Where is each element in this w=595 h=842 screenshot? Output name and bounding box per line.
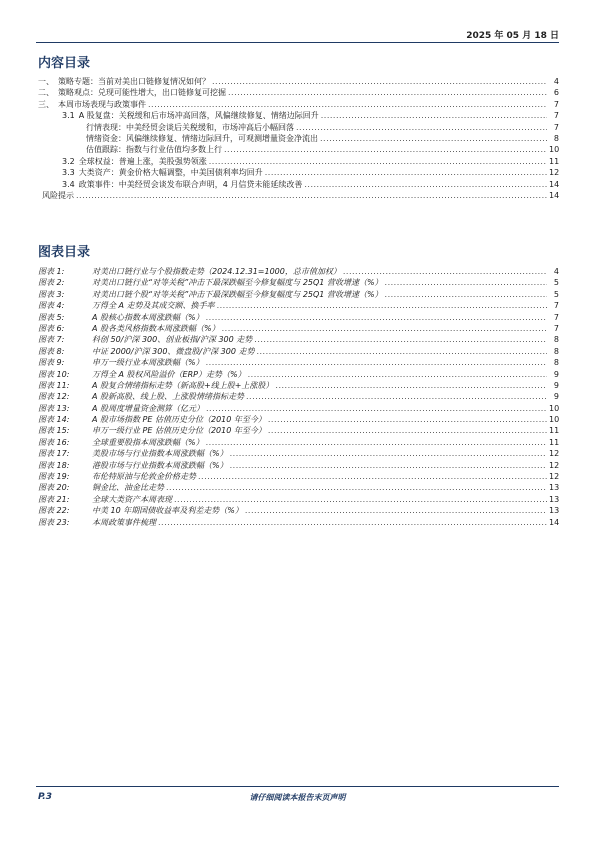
figure-entry[interactable]: [38, 448, 559, 459]
page-ref: 10: [549, 145, 560, 155]
figure-number: 图表 23:: [38, 517, 70, 527]
figure-number: 图表 3:: [38, 289, 65, 299]
section-title: 风险提示: [42, 190, 74, 200]
page-ref: 12: [549, 449, 560, 459]
page-ref: 7: [553, 99, 559, 109]
page-ref: 14: [549, 179, 560, 189]
page-ref: 8: [553, 133, 559, 143]
toc-entry[interactable]: [38, 122, 559, 133]
dot-leader: [245, 505, 547, 516]
figure-title: 中证 2000/沪深 300、微盘股/沪深 300 走势: [92, 346, 255, 356]
page-ref: 13: [549, 494, 560, 504]
figure-entry[interactable]: [38, 323, 559, 334]
section-title: 估值跟踪：指数与行业估值均多数上行: [86, 145, 222, 155]
figure-title: 万得全 A 股权风险溢价（ERP）走势（%）: [92, 369, 246, 379]
page-ref: 7: [553, 122, 559, 132]
figure-title: A 股周度增量资金测算（亿元）: [92, 403, 205, 413]
figure-title: 本周政策事件梳理: [92, 517, 156, 527]
page-ref: 11: [549, 437, 560, 447]
figure-entry[interactable]: [38, 505, 559, 516]
dot-leader: [206, 312, 547, 323]
figure-entry[interactable]: [38, 369, 559, 380]
figure-number: 图表 5:: [38, 312, 65, 322]
toc-list: [38, 76, 559, 201]
figure-title: 申万一级行业 PE 估值历史分位（2010 年至今）: [92, 426, 266, 436]
page-ref: 9: [553, 369, 559, 379]
figure-entry[interactable]: [38, 334, 559, 345]
dot-leader: [212, 76, 547, 87]
page-ref: 8: [553, 358, 559, 368]
dot-leader: [256, 346, 547, 357]
figure-entry[interactable]: [38, 357, 559, 368]
figure-entry[interactable]: [38, 482, 559, 493]
section-number: 3.2: [62, 156, 75, 166]
dot-leader: [206, 357, 547, 368]
toc-entry[interactable]: [38, 110, 559, 121]
figure-number: 图表 2:: [38, 278, 65, 288]
figure-number: 图表 15:: [38, 426, 70, 436]
section-title: 政策事件：中美经贸会谈发布联合声明，4 月信贷未能延续改善: [78, 179, 303, 189]
dot-leader: [296, 122, 547, 133]
figure-entry[interactable]: [38, 312, 559, 323]
footer-divider: [36, 786, 559, 787]
figure-title: 全球重要股指本周涨跌幅（%）: [92, 437, 204, 447]
section-title: 全球权益：普遍上涨，美股强势领涨: [78, 156, 207, 166]
figure-title: 港股市场与行业指数本周涨跌幅（%）: [92, 460, 228, 470]
figure-title: A 股新高股、线上股、上涨股情绪指标走势: [92, 392, 245, 402]
section-number: 三、: [38, 99, 54, 109]
page-ref: 7: [553, 111, 559, 121]
page-ref: 11: [549, 156, 560, 166]
dot-leader: [206, 437, 547, 448]
report-date: 2025 年 05 月 18 日: [466, 31, 559, 41]
figure-number: 图表 8:: [38, 346, 65, 356]
section-title: 本周市场表现与政策事件: [58, 99, 146, 109]
page-ref: 12: [549, 472, 560, 482]
figure-entry[interactable]: [38, 403, 559, 414]
page-ref: 7: [553, 323, 559, 333]
dot-leader: [304, 179, 547, 190]
figure-number: 图表 9:: [38, 358, 65, 368]
page-ref: 8: [553, 346, 559, 356]
dot-leader: [385, 289, 547, 300]
figure-title: 申万一级行业本周涨跌幅（%）: [92, 358, 204, 368]
dot-leader: [198, 471, 547, 482]
dot-leader: [217, 300, 547, 311]
figure-title: 美股市场与行业指数本周涨跌幅（%）: [92, 449, 228, 459]
section-title: 策略专题：当前对美出口链修复情况如何？: [58, 77, 210, 86]
toc-entry[interactable]: [38, 87, 559, 98]
figure-title: 布伦特原油与伦敦金价格走势: [92, 472, 196, 482]
dot-leader: [385, 277, 547, 288]
dot-leader: [76, 190, 547, 201]
page-ref: 12: [549, 460, 560, 470]
page-ref: 14: [549, 517, 560, 527]
section-title: 策略观点：兑现可能性增大，出口链修复可挖掘: [58, 88, 226, 98]
dot-leader: [166, 482, 547, 493]
page-ref: 10: [549, 415, 560, 425]
figure-entry[interactable]: [38, 517, 559, 528]
dot-leader: [268, 414, 547, 425]
toc-entry[interactable]: [38, 133, 559, 144]
dot-leader: [230, 460, 547, 471]
figure-number: 图表 7:: [38, 335, 65, 345]
page-ref: 5: [553, 278, 559, 288]
figure-number: 图表 16:: [38, 437, 70, 447]
dot-leader: [206, 403, 547, 414]
toc-entry[interactable]: [38, 156, 559, 167]
figure-entry[interactable]: [38, 471, 559, 482]
page-ref: 14: [549, 190, 560, 200]
figure-entry[interactable]: [38, 289, 559, 300]
section-number: 3.3: [62, 168, 75, 178]
section-number: 二、: [38, 88, 54, 98]
figure-title: A 股各类风格指数本周涨跌幅（%）: [92, 323, 220, 333]
dot-leader: [321, 110, 547, 121]
section-title: A 股复盘：关税缓和后市场冲高回落，风偏继续修复、情绪边际回升: [78, 111, 319, 121]
figure-number: 图表 13:: [38, 403, 70, 413]
figure-number: 图表 14:: [38, 415, 70, 425]
figure-entry[interactable]: [38, 266, 559, 277]
dot-leader: [224, 144, 547, 155]
figure-title: 中美 10 年期国债收益率及利差走势（%）: [92, 506, 243, 516]
page-ref: 12: [549, 168, 560, 178]
dot-leader: [148, 99, 547, 110]
section-number: 一、: [38, 77, 54, 86]
page-ref: 10: [549, 403, 560, 413]
page-ref: 8: [553, 335, 559, 345]
dot-leader: [246, 391, 547, 402]
figures-list: [38, 266, 559, 528]
figure-number: 图表 17:: [38, 449, 70, 459]
section-title: 情绪资金：风偏继续修复、情绪边际回升，可观测增量资金净流出: [86, 133, 318, 143]
figure-entry[interactable]: [38, 494, 559, 505]
figure-number: 图表 10:: [38, 369, 70, 379]
toc-entry[interactable]: [38, 76, 559, 87]
dot-leader: [275, 380, 547, 391]
dot-leader: [254, 334, 547, 345]
section-number: 3.1: [62, 111, 75, 121]
figure-entry[interactable]: [38, 460, 559, 471]
figure-number: 图表 22:: [38, 506, 70, 516]
page-ref: 11: [549, 426, 560, 436]
figure-number: 图表 21:: [38, 494, 70, 504]
header-divider: [36, 42, 559, 43]
page-ref: 4: [553, 77, 559, 86]
figure-entry[interactable]: [38, 414, 559, 425]
figure-title: 万得全 A 走势及其成交额、换手率: [92, 301, 215, 311]
page-number: P.3: [38, 792, 52, 802]
dot-leader: [320, 133, 547, 144]
disclaimer-note: 请仔细阅读本报告末页声明: [249, 793, 346, 802]
dot-leader: [265, 167, 547, 178]
figure-number: 图表 4:: [38, 301, 65, 311]
dot-leader: [343, 266, 547, 277]
figure-entry[interactable]: [38, 300, 559, 311]
section-number: 3.4: [62, 179, 75, 189]
figure-number: 图表 6:: [38, 323, 65, 333]
toc-entry[interactable]: [38, 144, 559, 155]
section-title: 大类资产：黄金价格大幅调整，中美国债利率均回升: [78, 168, 263, 178]
figure-title: 对美出口链个股“对等关税”冲击下最深跌幅至今修复幅度与 25Q1 营收增速（%）: [92, 289, 383, 299]
figure-entry[interactable]: [38, 391, 559, 402]
section-title: 行情表现：中美经贸会谈后关税缓和，市场冲高后小幅回落: [86, 122, 294, 132]
figure-number: 图表 11:: [38, 380, 70, 390]
figure-title: A 股复合情绪指标走势（新高股+线上股+上涨股）: [92, 380, 274, 390]
page-ref: 7: [553, 312, 559, 322]
figure-title: 对美出口链行业“对等关税”冲击下最深跌幅至今修复幅度与 25Q1 营收增速（%）: [92, 278, 383, 288]
toc-entry[interactable]: [38, 167, 559, 178]
page-ref: 4: [553, 267, 559, 276]
figure-number: 图表 12:: [38, 392, 70, 402]
figure-number: 图表 1:: [38, 267, 65, 276]
figure-number: 图表 20:: [38, 483, 70, 493]
page-ref: 9: [553, 380, 559, 390]
figure-number: 图表 18:: [38, 460, 70, 470]
page-ref: 7: [553, 301, 559, 311]
figure-entry[interactable]: [38, 346, 559, 357]
figure-entry[interactable]: [38, 277, 559, 288]
figure-title: 铜金比、油金比走势: [92, 483, 164, 493]
figure-number: 图表 19:: [38, 472, 70, 482]
toc-entry[interactable]: [38, 190, 559, 201]
dot-leader: [174, 494, 547, 505]
figures-heading: 图表目录: [38, 245, 91, 260]
figure-title: 全球大类资产本周表现: [92, 494, 172, 504]
figure-entry[interactable]: [38, 380, 559, 391]
toc-entry[interactable]: [38, 179, 559, 190]
dot-leader: [230, 448, 547, 459]
dot-leader: [228, 87, 547, 98]
page-ref: 9: [553, 392, 559, 402]
figure-title: 对美出口链行业与个股指数走势（2024.12.31=1000，总市值加权）: [92, 267, 341, 276]
figure-entry[interactable]: [38, 437, 559, 448]
dot-leader: [222, 323, 547, 334]
dot-leader: [158, 517, 547, 528]
figure-title: 科创 50/沪深 300、创业板指/沪深 300 走势: [92, 335, 253, 345]
figure-entry[interactable]: [38, 425, 559, 436]
figure-title: A 股核心指数本周涨跌幅（%）: [92, 312, 204, 322]
page-ref: 6: [553, 88, 559, 98]
page-ref: 13: [549, 506, 560, 516]
dot-leader: [248, 369, 547, 380]
page-ref: 13: [549, 483, 560, 493]
toc-entry[interactable]: [38, 99, 559, 110]
figure-title: A 股市场指数 PE 估值历史分位（2010 年至今）: [92, 415, 266, 425]
dot-leader: [268, 425, 547, 436]
toc-heading: 内容目录: [38, 56, 91, 71]
dot-leader: [209, 156, 547, 167]
page-ref: 5: [553, 289, 559, 299]
